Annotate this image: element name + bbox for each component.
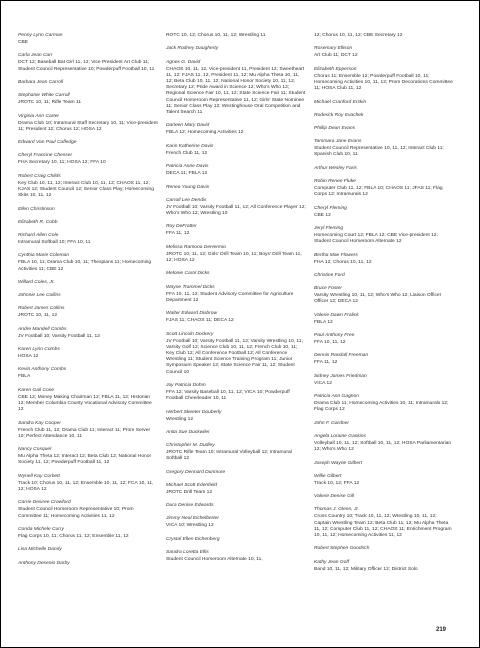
student-activities: Intramural Softball 10; FFA 10, 11 [18,239,91,245]
directory-entry [314,461,454,467]
student-name: Christine Ford [314,272,345,278]
student-activities: VICA 12 [314,380,332,386]
student-name: Bruce Foster [314,286,342,292]
directory-entry [18,306,158,319]
student-activities: VICA 10; Wrestling 12 [166,523,214,529]
directory-entry [314,546,454,552]
directory-entry [314,273,454,279]
student-activities: Student Council Homeroom Alternate 10, 11, [166,557,263,563]
directory-entry [314,374,454,387]
student-name: Penny Lynn Carman [18,33,63,38]
student-name: Michael Scott Edenfield [166,482,218,488]
directory-entry [166,198,306,217]
student-name: Cheryl Fleming [314,205,347,211]
student-name: Tammara Jane Evans [314,139,362,145]
student-activities: FHA Secretary 10, 11; HOSA 12; FFA 10 [18,160,106,166]
student-activities: Band 10, 11, 12; Military Officer 12; District Solo [314,566,418,572]
student-name: Patricia Anne Davis [166,164,209,170]
student-name: Joy Patricia Dohm [166,382,206,388]
directory-entry [166,285,306,304]
directory-entry [314,353,454,366]
student-name: Roderick Roy Evachek [314,112,364,118]
directory-entry [18,140,158,146]
student-name: Anthony Desenio Darby [18,560,70,566]
directory-entry [314,139,454,158]
directory-entry [18,474,158,493]
directory-entry [18,207,158,213]
student-name: Wayne Trammel Dicks [166,284,215,290]
student-name: Sandra Loretta Ellis [166,550,209,556]
student-activities: FBLA 12 [314,319,333,325]
student-name: Karen Gail Cone [18,387,55,393]
student-name: Rosemary Ellison [314,46,353,52]
directory-entry [166,271,306,277]
student-name: Robert Craig Childs [18,173,61,179]
directory-entry [314,434,454,453]
student-activities: Chorus 11; Ensemble 12; Powderpuff Football 10, 11; Homecoming Activities 10, 11, 12; Prom Decorations Committee 11; HOSA Club 11, 12 [314,73,453,92]
student-name: Lisa Michelle Dandy [18,547,62,553]
student-name: Herbert Skeeter Douberly [166,409,222,415]
student-activities: Drama Club 11; Homecoming Activities 10, 11; Intramurals 12; Flag Corps 12 [314,401,449,413]
student-activities: FFA 10, 11, 12; Student Advisory Committee for Agriculture Department 12 [166,291,294,303]
directory-entry [18,547,158,553]
directory-entry [18,293,158,299]
student-name: Robin Renee Fluke [314,178,356,184]
student-activities: French Club 11, 12; Drama Club 11; Interact 11; Prom Server 10; Perfect Attendance 10, 11 [18,427,151,439]
directory-entry [18,153,158,166]
student-name: Cheryl Francine Chesser [18,153,73,159]
student-name: Melissa Ramona DeHermio [166,244,226,250]
student-activities: Key Club 10, 11, 12; Interact Club 10, 11, 12; CHAOS 11, 12; KJAS 12; Student Council 12; Senior Class Play; Homecoming Skits 10, 11, 12 [18,180,154,199]
directory-entry [166,33,306,39]
student-activities: Varsity Wrestling 10, 11, 12; Who's Who 12; Liaison Officer Officer 12; DECA 12 [314,293,442,305]
directory-entry [314,313,454,326]
student-name: Carrie Desiree Crawford [18,500,71,506]
directory-entry [166,383,306,402]
directory-entry [314,46,454,59]
student-activities: FHA 12; Chorus 10, 11, 12 [314,259,372,265]
student-activities: Volleyball 10, 11, 12; Softball 10, 11, 12; HOSA Parliamentarian 12; Who's Who 12 [314,441,452,453]
student-activities: Cross Country 10; Track 10, 11, 12; Wrestling 10, 11, 12; Captain Wrestling Team 12; Beta Club 11, 12; Mu Alpha Theta 11, 12; Computer Club 11, 12; CHAOS 11; Enrichment Program 10, 11, 12; Homecoming Activities 11, 12 [314,514,452,538]
directory-entry [166,483,306,496]
student-name: Elizabeth Epperson [314,66,357,72]
student-activities: CHAOS 10, 11, 12, Vice-president 11, President 12; Sweetheart 11, 12; FJAS 11, 12, President 11, 12; Mu Alpha Theta 10, 11, 12; Beta Club 10, 11, 12; National Honor Society 10, 11, 12, Secretary 12; Pride Award in Science 12; Who's Who 12; Regional Science Fair 10, 11, 12; State Science Fair 11; Student Council Homeroom Representative 11, 12; Girls' State Nominee 11; Senior Class Play 12; Westinghouse Oral Competition and Talent Search 11 [166,66,306,115]
directory-entry [314,474,454,487]
directory-entry [314,560,454,573]
student-name: Anita Sue Duckwiler [166,429,210,435]
student-activities: FFA 10, 11, 12 [314,340,346,346]
student-activities: FBLA [18,374,31,380]
student-name: Agnes G. David [166,59,201,65]
student-name: Edward Van Paul Cofledge [18,140,77,146]
student-name: Christopher M. Dudley [166,443,215,449]
student-name: Robert Stephen Goodrich [314,546,370,552]
directory-entry [166,245,306,264]
directory-entry [18,33,158,46]
student-activities: CBE [18,40,29,45]
student-activities: FBLA 12; Homecoming Activities 12 [166,130,244,136]
student-activities: JROTC 10, 11; Rifle Team 11 [18,100,82,106]
student-activities: DECA 11; FBLA 12 [166,171,208,177]
student-activities: CBE 12; Money Making Chairman 12; FBLA 11, 12; Historian 12; Member Columbia County Vocational Advisory Committee 12 [18,394,152,413]
directory-entry [166,311,306,324]
student-name: Patricia Ann Gagnon [314,394,359,400]
student-name: Carroll Lee Dendis [166,197,207,203]
directory-entry [166,470,306,476]
student-activities: JROTC Drill Team 12 [166,489,213,495]
student-name: Richard Allen Cole [18,232,59,238]
student-activities: Computer Club 11, 12; FBLA 10; CHAOS 11; JFAS 11; Flag Corps 12; Intramurals 12 [314,185,443,198]
student-name: Ellen Christinson [18,206,55,212]
directory-entry [314,100,454,106]
directory-entry [314,179,454,198]
student-name: Willard Coles, Jr. [18,279,55,285]
directory-entry [18,174,158,200]
directory-column-right [314,33,454,613]
student-name: Angela Loraine Gaskins [314,434,366,440]
directory-entry [166,332,306,376]
directory-entry [166,123,306,136]
student-name: Andre Mandell Combs [18,326,67,332]
student-name: Jack Rodney Daugherty [166,46,219,52]
directory-entry [18,527,158,540]
directory-entry [314,286,454,305]
directory-entry [314,394,454,413]
student-name: Roy DeFratter [166,224,197,230]
directory-entry [18,53,158,72]
student-name: Melonie Carol Dicks [166,271,210,277]
student-name: Dennis Randall Freeman [314,353,369,359]
student-name: Karen Lynn Combs [18,347,60,353]
directory-entry [314,333,454,346]
student-name: Stephanie White Carroll [18,93,70,99]
student-name: Carla Jean Carr [18,53,53,59]
directory-entry [18,280,158,286]
directory-entry [166,430,306,436]
directory-entry [18,114,158,133]
directory-entry [18,447,158,466]
directory-entry [314,113,454,119]
directory-entry [166,550,306,563]
student-activities: Homecoming Court 12; FBLA 12; CBE Vice-president 12; Student Council Homeroom Alternate 12 [314,232,438,245]
student-name: Elizabeth R. Cobb [18,219,58,225]
directory-entry [18,347,158,360]
student-name: Kevin Anthony Combs [18,367,67,373]
student-name: Virginia Ann Carter [18,113,60,119]
student-name: Scott Lincoln Dockery [166,331,214,337]
directory-entry [166,185,306,191]
directory-entry [166,164,306,177]
student-name: Willie Gilbert [314,473,342,479]
student-name: Karin Katherine Davis [166,143,214,149]
student-name: Robert James Collins [18,306,65,312]
student-name: Nancy Cosquel [18,447,52,453]
student-name: Dura Denise Edwards [166,503,214,509]
student-name: Barbara Jean Carroll [18,79,64,85]
directory-entry [18,80,158,86]
student-activities: CBE 12 [314,212,331,218]
directory-entry [18,327,158,340]
directory-entry [18,500,158,519]
student-name: Conda Michele Curry [18,527,64,532]
directory-entry [18,93,158,106]
student-name: Kathy Jean Goff [314,559,350,565]
student-activities: Student Council Representative 10, 11, 12; Interact Club 11; Spanish Club 10, 11 [314,146,444,158]
student-activities: Student Council Homeroom Representative 10; Prom Committee 11; Homecoming Activities 11, 12 [18,507,134,519]
student-activities: JV Football 10; Varsity Football 11, 12 [18,333,100,339]
student-activities: JROTC Rifle Team 10; Intramural Volleyball 12; Intramural Softball 12 [166,450,292,462]
directory-entry [314,494,454,500]
student-activities: HOSA 12 [18,354,39,360]
directory-column-left [18,33,158,613]
student-name: Paul Anthony Free [314,333,355,339]
student-activities: DCT 12; Baseball Bat Girl 11, 12; Vice President Art Club 11; Student Council Representative 10; Powderpuff Football 10, 11 [18,60,155,72]
student-name: Arthur Wesley Faris [314,165,357,171]
student-name: Sandra Kay Cooper [18,420,61,426]
student-name: Walter Edward Disbrow [166,311,218,317]
student-activities: JV Football 10; Varsity Football 11, 12; Varsity Wrestling 10, 11; Varsity Golf 12; Science Club 10, 11, 12; French Club 10, 11; Key Club 12; All Conference Football 12; All Conference Wrestling 11; Student Science Training Program 11; Junior Symposium Speaker 12; State Science Fair 11, 12; Student Council 10 [166,338,303,375]
student-name: Jimmy Neal Eichelberter [166,516,219,522]
student-activities: Track 10; Chorus 10, 11, 12; Ensemble 10, 11, 12; FCA 10, 11, 12; HOSA 12 [18,480,154,493]
student-activities: FFA 12; Varsity Baseball 10, 11, 12; VICA 10; Powderpuff Football Cheerleader 10, 11 [166,389,290,402]
student-name: Cynthia Marie Coleman [18,253,70,259]
directory-entry [314,33,454,39]
directory-entry [18,253,158,272]
directory-entry [166,537,306,543]
directory-entry [314,226,454,245]
student-name: Renea Young Davis [166,184,210,190]
student-name: Michael Cranford Erskin [314,99,367,105]
student-activities: French Club 11, 12 [166,150,208,156]
directory-entry [18,421,158,440]
student-activities: Mu Alpha Theta 12; Interact 12; Beta Club 12; National Honor Society 11, 12; Powderpuff Football 11, 12 [18,454,152,466]
senior-directory-page [18,33,458,613]
directory-entry [166,144,306,157]
directory-entry [166,224,306,237]
student-name: Sidney James Friedman [314,373,367,379]
directory-entry [18,388,158,414]
page-number: 219 [435,627,446,633]
directory-entry [314,166,454,172]
student-name: John F. Gardner [314,420,349,426]
directory-entry [18,220,158,226]
student-activities: FFA 11, 12 [314,360,338,366]
directory-entry [314,507,454,539]
directory-entry [166,60,306,117]
student-name: Gregory Dennard Dunmore [166,469,226,475]
directory-entry [166,410,306,423]
student-activities: FBLA 10, 11; Drama Club 10, 11; Thespians 11; Homecoming Activities 11; CBE 12 [18,260,152,272]
directory-entry [314,67,454,93]
student-activities: Flag Corps 10, 11; Chorus 11, 12; Ensemble 11, 12 [18,534,129,539]
student-name: Bertha Mae Flowers [314,252,358,258]
student-activities: Track 10, 12; FFA 12 [314,480,360,486]
directory-entry [314,253,454,266]
directory-entry [18,233,158,246]
student-activities: FFA 11, 12 [166,231,190,237]
directory-entry [314,421,454,427]
student-activities: Wrestling 12 [166,416,194,422]
directory-entry [166,46,306,52]
student-name: Valerie Dawn Fralick [314,312,359,318]
student-activities: JROTC 10, 11, 12 [18,313,58,319]
student-name: Johnnie Lee Collins [18,293,61,299]
student-name: Crystal Ellen Eichenberg [166,536,220,542]
student-name: Darleen Mary David [166,123,210,129]
directory-entry [18,367,158,380]
student-name: Wynell Kay Corbett [18,473,60,479]
student-activities: JROTC 10, 11, 12; Girls' Drill Team 10, 11; Boys' Drill Team 11, 12; HOSA 12 [166,251,302,263]
directory-column-middle [166,33,306,613]
student-activities: Art Club 11; DCT 12 [314,53,358,59]
directory-entry [314,126,454,132]
student-activities: 12; Chorus 10, 11, 12; CBE Secretary 12 [314,33,403,38]
student-name: Thomas J. Glenn, Jr. [314,507,360,513]
directory-entry [314,206,454,219]
student-name: Jeryl Fleming [314,225,344,231]
directory-entry [18,561,158,567]
directory-entry [166,443,306,462]
student-activities: ROTC 10, 12; Chorus 10, 11, 12; Wrestling 11 [166,33,266,38]
student-name: Valerie Denise Gill [314,494,355,500]
student-name: Phillip Dean Evans [314,125,356,131]
student-name: Joseph Wayne Gilbert [314,460,363,466]
directory-entry [166,503,306,509]
student-activities: JV Football 10; Varsity Football 11, 12; All Conference Player 12; Who's Who 12; Wrestling 10 [166,204,306,216]
directory-entry [166,516,306,529]
student-activities: FJAS 11; CHAOS 11; DECA 12 [166,318,234,324]
student-activities: Drama Club 10; Intramural Staff Secretary 10, 11; Vice-president 11; President 12; Chorus 12; HOSA 12 [18,120,158,132]
